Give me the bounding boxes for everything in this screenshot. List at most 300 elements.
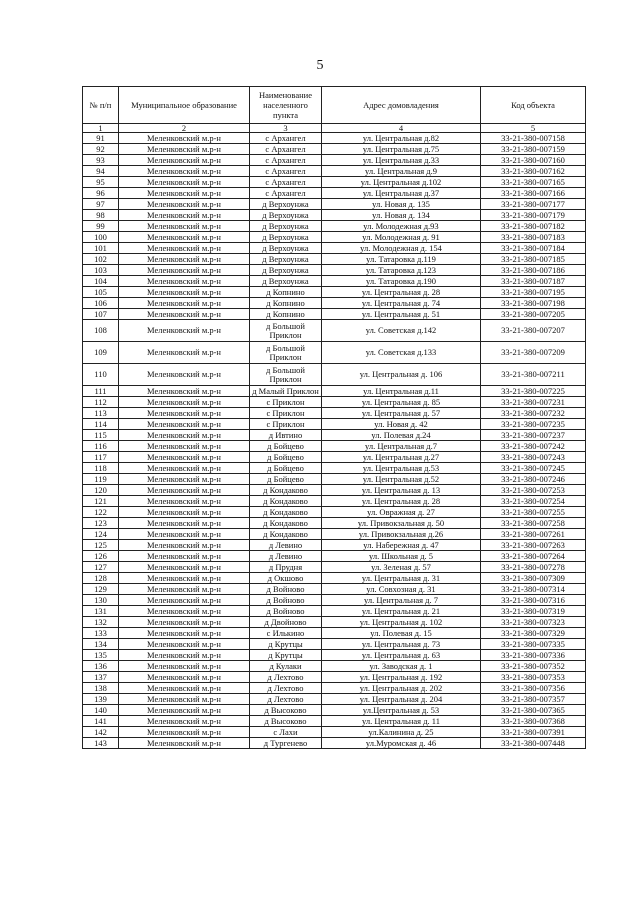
settlement-cell: д Верхоунжа [250,276,322,287]
address-cell: ул. Центральная д.102 [322,177,481,188]
column-index-row [83,124,586,133]
municipality-cell: Меленковский м.р-н [119,320,250,342]
table-row [83,683,586,694]
municipality-cell: Меленковский м.р-н [119,287,250,298]
municipality-cell: Меленковский м.р-н [119,276,250,287]
table-header-row [83,87,586,124]
municipality-cell: Меленковский м.р-н [119,562,250,573]
municipality-cell: Меленковский м.р-н [119,683,250,694]
table-row [83,188,586,199]
object-code-cell: 33-21-380-007448 [481,738,586,749]
row-number: 100 [83,232,119,243]
row-number: 91 [83,133,119,144]
municipality-cell: Меленковский м.р-н [119,243,250,254]
table-row [83,309,586,320]
row-number: 102 [83,254,119,265]
address-cell: ул. Овражная д. 27 [322,507,481,518]
settlement-cell: д Кондаково [250,518,322,529]
municipality-cell: Меленковский м.р-н [119,716,250,727]
municipality-cell: Меленковский м.р-н [119,232,250,243]
object-code-cell: 33-21-380-007179 [481,210,586,221]
object-code-cell: 33-21-380-007329 [481,628,586,639]
municipality-cell: Меленковский м.р-н [119,188,250,199]
object-code-cell: 33-21-380-007165 [481,177,586,188]
row-number: 129 [83,584,119,595]
row-number: 125 [83,540,119,551]
row-number: 101 [83,243,119,254]
settlement-cell: с Архангел [250,166,322,177]
object-code-cell: 33-21-380-007368 [481,716,586,727]
address-cell: ул. Молодежная д. 91 [322,232,481,243]
municipality-cell: Меленковский м.р-н [119,342,250,364]
row-number: 122 [83,507,119,518]
municipality-cell: Меленковский м.р-н [119,199,250,210]
municipality-cell: Меленковский м.р-н [119,694,250,705]
settlement-cell: д Большой Приклон [250,364,322,386]
object-code-cell: 33-21-380-007357 [481,694,586,705]
row-number: 141 [83,716,119,727]
row-number: 112 [83,397,119,408]
objects-table [82,86,586,749]
object-code-cell: 33-21-380-007255 [481,507,586,518]
settlement-cell: д Левино [250,540,322,551]
table-row [83,144,586,155]
address-cell: ул. Центральная д. 57 [322,408,481,419]
header-address: Адрес домовладения [322,87,481,124]
settlement-cell: д Тургенево [250,738,322,749]
settlement-cell: д Бойцево [250,452,322,463]
table-row [83,727,586,738]
municipality-cell: Меленковский м.р-н [119,441,250,452]
row-number: 123 [83,518,119,529]
address-cell: ул. Привокзальная д. 50 [322,518,481,529]
object-code-cell: 33-21-380-007232 [481,408,586,419]
settlement-cell: д Кулаки [250,661,322,672]
address-cell: ул. Зеленая д. 57 [322,562,481,573]
municipality-cell: Меленковский м.р-н [119,265,250,276]
settlement-cell: с Архангел [250,144,322,155]
settlement-cell: д Войново [250,595,322,606]
address-cell: ул. Татаровка д.119 [322,254,481,265]
municipality-cell: Меленковский м.р-н [119,672,250,683]
address-cell: ул. Центральная д.75 [322,144,481,155]
settlement-cell: д Лехтово [250,683,322,694]
settlement-cell: д Кондаково [250,496,322,507]
municipality-cell: Меленковский м.р-н [119,595,250,606]
address-cell: ул. Центральная д. 28 [322,496,481,507]
object-code-cell: 33-21-380-007183 [481,232,586,243]
address-cell: ул. Центральная д. 21 [322,606,481,617]
row-number: 107 [83,309,119,320]
object-code-cell: 33-21-380-007264 [481,551,586,562]
table-row [83,276,586,287]
object-code-cell: 33-21-380-007211 [481,364,586,386]
row-number: 136 [83,661,119,672]
table-row [83,705,586,716]
row-number: 115 [83,430,119,441]
object-code-cell: 33-21-380-007198 [481,298,586,309]
object-code-cell: 33-21-380-007237 [481,430,586,441]
address-cell: ул. Центральная д. 7 [322,595,481,606]
table-body [83,133,586,749]
table-row [83,628,586,639]
municipality-cell: Меленковский м.р-н [119,518,250,529]
row-number: 106 [83,298,119,309]
row-number: 139 [83,694,119,705]
settlement-cell: д Бойцево [250,441,322,452]
address-cell: ул. Центральная д.53 [322,463,481,474]
table-row [83,177,586,188]
table-row [83,507,586,518]
municipality-cell: Меленковский м.р-н [119,386,250,397]
table-row [83,661,586,672]
column-index: 4 [322,124,481,133]
row-number: 118 [83,463,119,474]
settlement-cell: д Верхоунжа [250,254,322,265]
object-code-cell: 33-21-380-007207 [481,320,586,342]
object-code-cell: 33-21-380-007309 [481,573,586,584]
municipality-cell: Меленковский м.р-н [119,463,250,474]
address-cell: ул. Центральная д.9 [322,166,481,177]
municipality-cell: Меленковский м.р-н [119,540,250,551]
object-code-cell: 33-21-380-007209 [481,342,586,364]
address-cell: ул. Привокзальная д.26 [322,529,481,540]
object-code-cell: 33-21-380-007195 [481,287,586,298]
table-row [83,650,586,661]
settlement-cell: д Верхоунжа [250,265,322,276]
row-number: 95 [83,177,119,188]
row-number: 124 [83,529,119,540]
municipality-cell: Меленковский м.р-н [119,397,250,408]
row-number: 126 [83,551,119,562]
table-row [83,562,586,573]
table-row [83,606,586,617]
municipality-cell: Меленковский м.р-н [119,452,250,463]
municipality-cell: Меленковский м.р-н [119,155,250,166]
settlement-cell: д Ивтино [250,430,322,441]
table-row [83,386,586,397]
settlement-cell: д Верхоунжа [250,210,322,221]
address-cell: ул. Центральная д. 106 [322,364,481,386]
municipality-cell: Меленковский м.р-н [119,507,250,518]
row-number: 128 [83,573,119,584]
object-code-cell: 33-21-380-007231 [481,397,586,408]
row-number: 137 [83,672,119,683]
municipality-cell: Меленковский м.р-н [119,529,250,540]
settlement-cell: с Илькино [250,628,322,639]
address-cell: ул. Центральная д.27 [322,452,481,463]
table-row [83,254,586,265]
address-cell: ул. Молодежная д.93 [322,221,481,232]
settlement-cell: д Войново [250,606,322,617]
object-code-cell: 33-21-380-007314 [481,584,586,595]
row-number: 127 [83,562,119,573]
object-code-cell: 33-21-380-007166 [481,188,586,199]
address-cell: ул. Центральная д. 85 [322,397,481,408]
object-code-cell: 33-21-380-007243 [481,452,586,463]
table-row [83,364,586,386]
header-settlement: Наименование населенного пункта [250,87,322,124]
object-code-cell: 33-21-380-007323 [481,617,586,628]
settlement-cell: с Архангел [250,133,322,144]
object-code-cell: 33-21-380-007246 [481,474,586,485]
table-row [83,639,586,650]
address-cell: ул. Центральная д. 74 [322,298,481,309]
row-number: 132 [83,617,119,628]
municipality-cell: Меленковский м.р-н [119,419,250,430]
municipality-cell: Меленковский м.р-н [119,617,250,628]
table-row [83,617,586,628]
municipality-cell: Меленковский м.р-н [119,628,250,639]
table-row [83,397,586,408]
address-cell: ул. Новая д. 134 [322,210,481,221]
table-row [83,551,586,562]
settlement-cell: д Бойцево [250,463,322,474]
municipality-cell: Меленковский м.р-н [119,309,250,320]
settlement-cell: д Большой Приклон [250,342,322,364]
row-number: 140 [83,705,119,716]
settlement-cell: д Двойново [250,617,322,628]
address-cell: ул. Молодежная д. 154 [322,243,481,254]
settlement-cell: д Малый Приклон [250,386,322,397]
row-number: 98 [83,210,119,221]
object-code-cell: 33-21-380-007278 [481,562,586,573]
row-number: 119 [83,474,119,485]
municipality-cell: Меленковский м.р-н [119,551,250,562]
settlement-cell: с Архангел [250,155,322,166]
settlement-cell: д Левино [250,551,322,562]
municipality-cell: Меленковский м.р-н [119,298,250,309]
settlement-cell: д Верхоунжа [250,199,322,210]
table-row [83,342,586,364]
address-cell: ул. Центральная д. 13 [322,485,481,496]
settlement-cell: д Лехтово [250,672,322,683]
object-code-cell: 33-21-380-007391 [481,727,586,738]
table-row [83,408,586,419]
row-number: 109 [83,342,119,364]
object-code-cell: 33-21-380-007356 [481,683,586,694]
settlement-cell: с Приклон [250,408,322,419]
object-code-cell: 33-21-380-007353 [481,672,586,683]
address-cell: ул. Полевая д. 15 [322,628,481,639]
object-code-cell: 33-21-380-007158 [481,133,586,144]
table-row [83,221,586,232]
municipality-cell: Меленковский м.р-н [119,496,250,507]
address-cell: ул. Центральная д. 11 [322,716,481,727]
page-number: 5 [316,58,324,73]
row-number: 92 [83,144,119,155]
row-number: 93 [83,155,119,166]
settlement-cell: д Высоково [250,705,322,716]
address-cell: ул.Калинина д. 25 [322,727,481,738]
address-cell: ул. Новая д. 135 [322,199,481,210]
municipality-cell: Меленковский м.р-н [119,650,250,661]
row-number: 114 [83,419,119,430]
table-row [83,320,586,342]
object-code-cell: 33-21-380-007182 [481,221,586,232]
address-cell: ул. Центральная д.11 [322,386,481,397]
table-row [83,166,586,177]
table-row [83,672,586,683]
row-number: 138 [83,683,119,694]
settlement-cell: д Копнино [250,287,322,298]
object-code-cell: 33-21-380-007245 [481,463,586,474]
address-cell: ул. Центральная д. 31 [322,573,481,584]
row-number: 105 [83,287,119,298]
object-code-cell: 33-21-380-007365 [481,705,586,716]
settlement-cell: с Приклон [250,419,322,430]
settlement-cell: д Кондаково [250,507,322,518]
municipality-cell: Меленковский м.р-н [119,210,250,221]
table-row [83,298,586,309]
table-row [83,573,586,584]
settlement-cell: с Приклон [250,397,322,408]
row-number: 96 [83,188,119,199]
column-index: 5 [481,124,586,133]
table-row [83,441,586,452]
row-number: 104 [83,276,119,287]
address-cell: ул. Татаровка д.190 [322,276,481,287]
row-number: 130 [83,595,119,606]
address-cell: ул. Центральная д.37 [322,188,481,199]
address-cell: ул. Центральная д. 63 [322,650,481,661]
address-cell: ул. Центральная д.52 [322,474,481,485]
address-cell: ул.Центральная д. 53 [322,705,481,716]
header-no: № п/п [83,87,119,124]
address-cell: ул. Центральная д. 51 [322,309,481,320]
address-cell: ул. Полевая д.24 [322,430,481,441]
municipality-cell: Меленковский м.р-н [119,474,250,485]
settlement-cell: д Верхоунжа [250,232,322,243]
object-code-cell: 33-21-380-007159 [481,144,586,155]
object-code-cell: 33-21-380-007185 [481,254,586,265]
settlement-cell: д Высоково [250,716,322,727]
row-number: 99 [83,221,119,232]
row-number: 143 [83,738,119,749]
address-cell: ул. Татаровка д.123 [322,265,481,276]
address-cell: ул. Заводская д. 1 [322,661,481,672]
municipality-cell: Меленковский м.р-н [119,408,250,419]
object-code-cell: 33-21-380-007253 [481,485,586,496]
object-code-cell: 33-21-380-007316 [481,595,586,606]
row-number: 134 [83,639,119,650]
row-number: 121 [83,496,119,507]
municipality-cell: Меленковский м.р-н [119,738,250,749]
row-number: 97 [83,199,119,210]
table-row [83,463,586,474]
row-number: 142 [83,727,119,738]
settlement-cell: д Лехтово [250,694,322,705]
settlement-cell: д Верхоунжа [250,243,322,254]
address-cell: ул. Центральная д.7 [322,441,481,452]
table-row [83,529,586,540]
object-code-cell: 33-21-380-007186 [481,265,586,276]
column-index: 2 [119,124,250,133]
municipality-cell: Меленковский м.р-н [119,254,250,265]
object-code-cell: 33-21-380-007205 [481,309,586,320]
settlement-cell: д Верхоунжа [250,221,322,232]
municipality-cell: Меленковский м.р-н [119,166,250,177]
table-row [83,430,586,441]
address-cell: ул. Центральная д. 204 [322,694,481,705]
object-code-cell: 33-21-380-007335 [481,639,586,650]
object-code-cell: 33-21-380-007177 [481,199,586,210]
row-number: 116 [83,441,119,452]
address-cell: ул. Советская д.142 [322,320,481,342]
municipality-cell: Меленковский м.р-н [119,144,250,155]
settlement-cell: д Войново [250,584,322,595]
municipality-cell: Меленковский м.р-н [119,221,250,232]
address-cell: ул. Центральная д. 192 [322,672,481,683]
object-code-cell: 33-21-380-007184 [481,243,586,254]
table-row [83,243,586,254]
table-row [83,199,586,210]
header-municipality: Муниципальное образование [119,87,250,124]
municipality-cell: Меленковский м.р-н [119,485,250,496]
municipality-cell: Меленковский м.р-н [119,705,250,716]
table-row [83,485,586,496]
row-number: 135 [83,650,119,661]
object-code-cell: 33-21-380-007352 [481,661,586,672]
settlement-cell: с Архангел [250,177,322,188]
municipality-cell: Меленковский м.р-н [119,430,250,441]
address-cell: ул. Школьная д. 5 [322,551,481,562]
table-row [83,265,586,276]
address-cell: ул. Центральная д. 202 [322,683,481,694]
address-cell: ул. Совхозная д. 31 [322,584,481,595]
settlement-cell: д Крутцы [250,639,322,650]
row-number: 108 [83,320,119,342]
address-cell: ул. Центральная д.33 [322,155,481,166]
object-code-cell: 33-21-380-007258 [481,518,586,529]
address-cell: ул.Муромская д. 46 [322,738,481,749]
row-number: 117 [83,452,119,463]
address-cell: ул. Центральная д.82 [322,133,481,144]
table-row [83,287,586,298]
table-row [83,419,586,430]
municipality-cell: Меленковский м.р-н [119,133,250,144]
table-row [83,474,586,485]
address-cell: ул. Центральная д. 28 [322,287,481,298]
address-cell: ул. Советская д.133 [322,342,481,364]
object-code-cell: 33-21-380-007254 [481,496,586,507]
settlement-cell: д Кондаково [250,485,322,496]
table-row [83,133,586,144]
table-row [83,584,586,595]
table-row [83,540,586,551]
object-code-cell: 33-21-380-007242 [481,441,586,452]
municipality-cell: Меленковский м.р-н [119,727,250,738]
municipality-cell: Меленковский м.р-н [119,573,250,584]
address-cell: ул. Набережная д. 47 [322,540,481,551]
address-cell: ул. Центральная д. 73 [322,639,481,650]
header-object-code: Код объекта [481,87,586,124]
municipality-cell: Меленковский м.р-н [119,584,250,595]
table-row [83,232,586,243]
settlement-cell: с Архангел [250,188,322,199]
column-index: 1 [83,124,119,133]
settlement-cell: д Окшово [250,573,322,584]
object-code-cell: 33-21-380-007225 [481,386,586,397]
table-row [83,496,586,507]
settlement-cell: д Крутцы [250,650,322,661]
object-code-cell: 33-21-380-007319 [481,606,586,617]
object-code-cell: 33-21-380-007336 [481,650,586,661]
municipality-cell: Меленковский м.р-н [119,606,250,617]
row-number: 110 [83,364,119,386]
address-cell: ул. Новая д. 42 [322,419,481,430]
row-number: 120 [83,485,119,496]
